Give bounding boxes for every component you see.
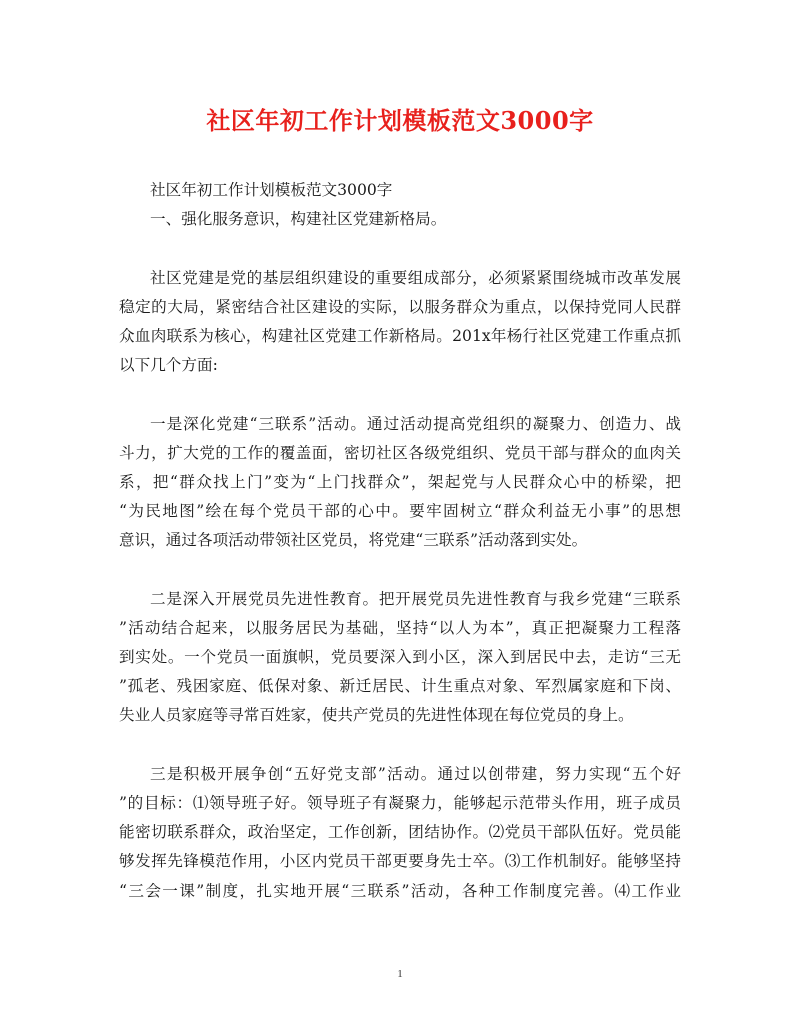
paragraph-3-line-4: ”孤老、残困家庭、低保对象、新迁居民、计生重点对象、军烈属家庭和下岗、 [119, 677, 681, 696]
paragraph-gap [119, 555, 681, 584]
subtitle-line: 社区年初工作计划模板范文3000字 [150, 181, 393, 199]
paragraph-4-line-3: 能密切联系群众，政治坚定，工作创新，团结协作。⑵党员干部队伍好。党员能 [119, 823, 681, 842]
paragraph-gap [119, 380, 681, 409]
paragraph-2-line-1: 一是深化党建“三联系”活动。通过活动提高党组织的凝聚力、创造力、战 [150, 414, 681, 433]
section-heading: 一、强化服务意识，构建社区党建新格局。 [150, 210, 447, 229]
paragraph-1-line-3: 众血肉联系为核心，构建社区党建工作新格局。201x年杨行社区党建工作重点抓 [119, 326, 681, 345]
paragraph-4-line-4: 够发挥先锋模范作用，小区内党员干部更要身先士卒。⑶工作机制好。能够坚持 [119, 852, 681, 871]
paragraph-1-line-4: 以下几个方面: [119, 356, 218, 375]
page-number: 1 [397, 968, 403, 980]
paragraph-4-line-2: ”的目标：⑴领导班子好。领导班子有凝聚力，能够起示范带头作用，班子成员 [119, 793, 681, 812]
document-title: 社区年初工作计划模板范文3000字 [206, 106, 594, 135]
paragraph-2-line-3: 系，把“群众找上门”变为“上门找群众”，架起党与人民群众心中的桥梁，把 [119, 472, 681, 491]
paragraph-2-line-4: “为民地图”绘在每个党员干部的心中。要牢固树立“群众利益无小事”的思想 [119, 502, 681, 521]
paragraph-3-line-2: ”活动结合起来，以服务居民为基础，坚持“以人为本”，真正把凝聚力工程落 [119, 618, 681, 637]
paragraph-4-line-5: “三会一课”制度，扎实地开展“三联系”活动，各种工作制度完善。⑷工作业 [119, 881, 681, 900]
paragraph-3-line-1: 二是深入开展党员先进性教育。把开展党员先进性教育与我乡党建“三联系 [150, 589, 681, 608]
paragraph-3-line-5: 失业人员家庭等寻常百姓家，使共产党员的先进性体现在每位党员的身上。 [119, 706, 634, 725]
paragraph-gap [119, 234, 681, 263]
paragraph-gap [119, 731, 681, 760]
paragraph-1-line-2: 稳定的大局，紧密结合社区建设的实际，以服务群众为重点，以保持党同人民群 [119, 297, 681, 316]
paragraph-2-line-2: 斗力，扩大党的工作的覆盖面，密切社区各级党组织、党员干部与群众的血肉关 [119, 443, 681, 462]
document-body [119, 176, 681, 906]
paragraph-1-line-1: 社区党建是党的基层组织建设的重要组成部分，必须紧紧围绕城市改革发展 [150, 268, 681, 287]
paragraph-2-line-5: 意识，通过各项活动带领社区党员，将党建“三联系”活动落到实处。 [119, 531, 588, 550]
paragraph-4-line-1: 三是积极开展争创“五好党支部”活动。通过以创带建，努力实现“五个好 [150, 764, 681, 783]
paragraph-3-line-3: 到实处。一个党员一面旗帜，党员要深入到小区，深入到居民中去，走访“三无 [119, 648, 681, 666]
